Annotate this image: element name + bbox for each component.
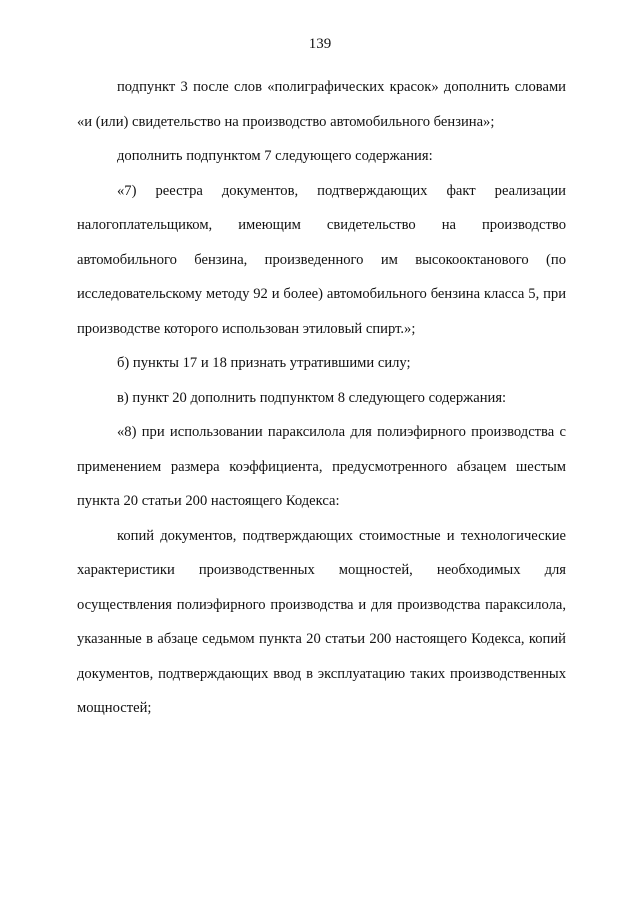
paragraph-subclause-8-text: «8) при использовании параксилола для полиэфирного производства с применением размера коэффициента, предусмотренного абзацем шестым пункта 20 статьи 200 настоящего Кодекса: <box>77 424 566 509</box>
paragraph-subclause-3-amendment: подпункт 3 после слов «полиграфических красок» дополнить словами «и (или) свидетельство на производство автомобильного бензина»; <box>77 79 566 130</box>
paragraph-copies-of-documents: копий документов, подтверждающих стоимостные и технологические характеристики производственных мощностей, необходимых для осуществления полиэфирного производства и для производства параксилола, указанные в абзаце седьмом пункта 20 статьи 200 настоящего Кодекса, копий документов, подтверждающих ввод в эксплуатацию таких производственных мощностей; <box>77 527 566 716</box>
paragraph-item-b: б) пункты 17 и 18 признать утратившими силу; <box>117 355 411 371</box>
paragraph-subclause-7-text: «7) реестра документов, подтверждающих факт реализации налогоплательщиком, имеющим свидетельство на производство автомобильного бензина, произведенного им высокооктанового (по исследовательскому методу 92 и более) автомобильного бензина класса 5, при производстве которого использован этиловый спирт.»; <box>77 182 566 337</box>
paragraph-item-v: в) пункт 20 дополнить подпунктом 8 следующего содержания: <box>117 389 507 406</box>
page-number: 139 <box>308 36 332 52</box>
paragraph-add-subclause-7: дополнить подпунктом 7 следующего содержания: <box>117 148 433 164</box>
document-body <box>77 70 566 726</box>
